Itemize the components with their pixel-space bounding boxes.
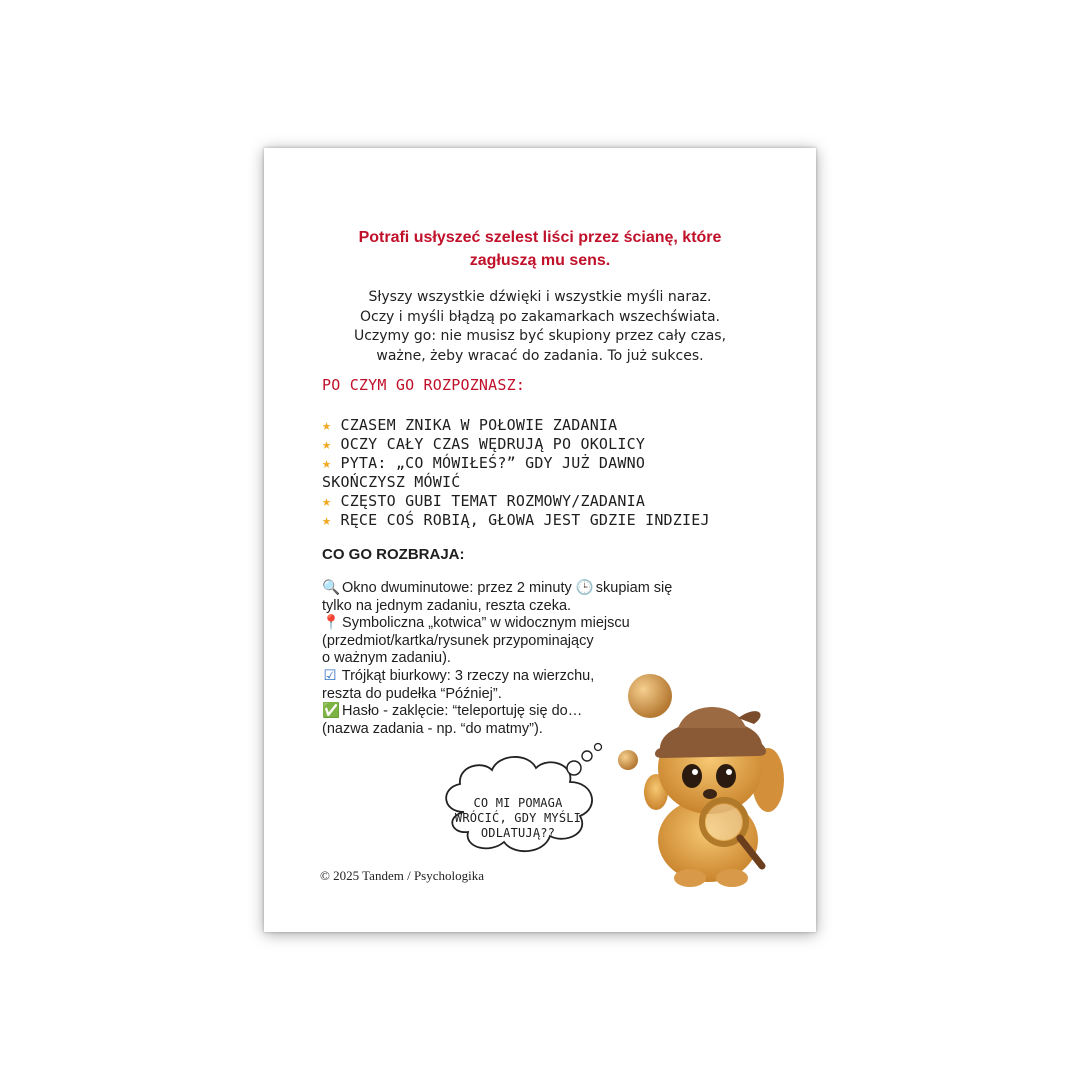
- intro-line: Uczymy go: nie musisz być skupiony przez cały czas,: [353, 328, 727, 344]
- list-item-text: Symboliczna „kotwica” w widocznym miejscu (przedmiot/kartka/rysunek przypominający o ważnym zadaniu).: [322, 615, 630, 667]
- list-item-text: skupiam się tylko na jednym zadaniu, reszta czeka.: [322, 580, 673, 614]
- thought-bubble-text: CO MI POMAGA WRÓCIĆ, GDY MYŚLI ODLATUJĄ??: [454, 796, 582, 840]
- checkbox-icon: ☑: [323, 667, 337, 684]
- star-icon: ★: [322, 511, 332, 529]
- pushpin-icon: 📍: [322, 615, 341, 632]
- list-item-text: Okno dwuminutowe: przez 2 minuty: [342, 580, 576, 596]
- clock-icon: 🕒: [575, 580, 594, 596]
- list-item-text: Trójkąt biurkowy: 3 rzeczy na wierzchu, reszta do pudełka “Później”.: [322, 667, 595, 702]
- bubble-icon: [628, 674, 672, 718]
- list-item: [322, 615, 742, 668]
- list-item: [322, 580, 742, 615]
- recognize-list: [322, 416, 792, 530]
- list-item-text: Hasło - zaklęcie: “teleportuję się do… (nazwa zadania - np. “do matmy”).: [322, 703, 583, 737]
- list-item-text: CZĘSTO GUBI TEMAT ROZMOWY/ZADANIA: [340, 492, 646, 510]
- list-item-text: PYTA: „CO MÓWIŁEŚ?” GDY JUŻ DAWNO SKOŃCZYSZ MÓWIĆ: [322, 454, 646, 491]
- intro-text: [264, 288, 816, 366]
- headline: Potrafi usłyszeć szelest liści przez ścianę, które zagłuszą mu sens.: [358, 229, 722, 269]
- intro-line: ważne, żeby wracać do zadania. To już sukces.: [376, 347, 704, 364]
- list-item: [322, 416, 792, 435]
- star-icon: ★: [322, 454, 332, 472]
- list-item-text: OCZY CAŁY CZAS WĘDRUJĄ PO OKOLICY: [340, 435, 646, 453]
- bubble-icon: [618, 750, 638, 770]
- detective-dog-illustration: [618, 670, 798, 890]
- copyright-footer: © 2025 Tandem / Psychologika: [320, 868, 484, 883]
- list-item: [322, 492, 792, 511]
- star-icon: ★: [322, 492, 332, 510]
- list-item: [322, 435, 792, 454]
- star-icon: ★: [322, 416, 332, 434]
- list-item: [322, 511, 792, 530]
- list-item-text: RĘCE COŚ ROBIĄ, GŁOWA JEST GDZIE INDZIEJ: [340, 511, 710, 529]
- recognize-title: PO CZYM GO ROZPOZNASZ:: [322, 376, 526, 394]
- check-mark-icon: ✅: [322, 703, 341, 720]
- magnifier-icon: 🔍: [322, 580, 341, 596]
- star-icon: ★: [322, 435, 332, 453]
- list-item: [322, 454, 792, 492]
- list-item-text: CZASEM ZNIKA W POŁOWIE ZADANIA: [340, 416, 618, 434]
- intro-line: Słyszy wszystkie dźwięki i wszystkie myśli naraz.: [368, 289, 712, 305]
- card: [264, 148, 816, 932]
- disarm-title: CO GO ROZBRAJA:: [322, 546, 465, 563]
- intro-line: Oczy i myśli błądzą po zakamarkach wszechświata.: [359, 308, 720, 325]
